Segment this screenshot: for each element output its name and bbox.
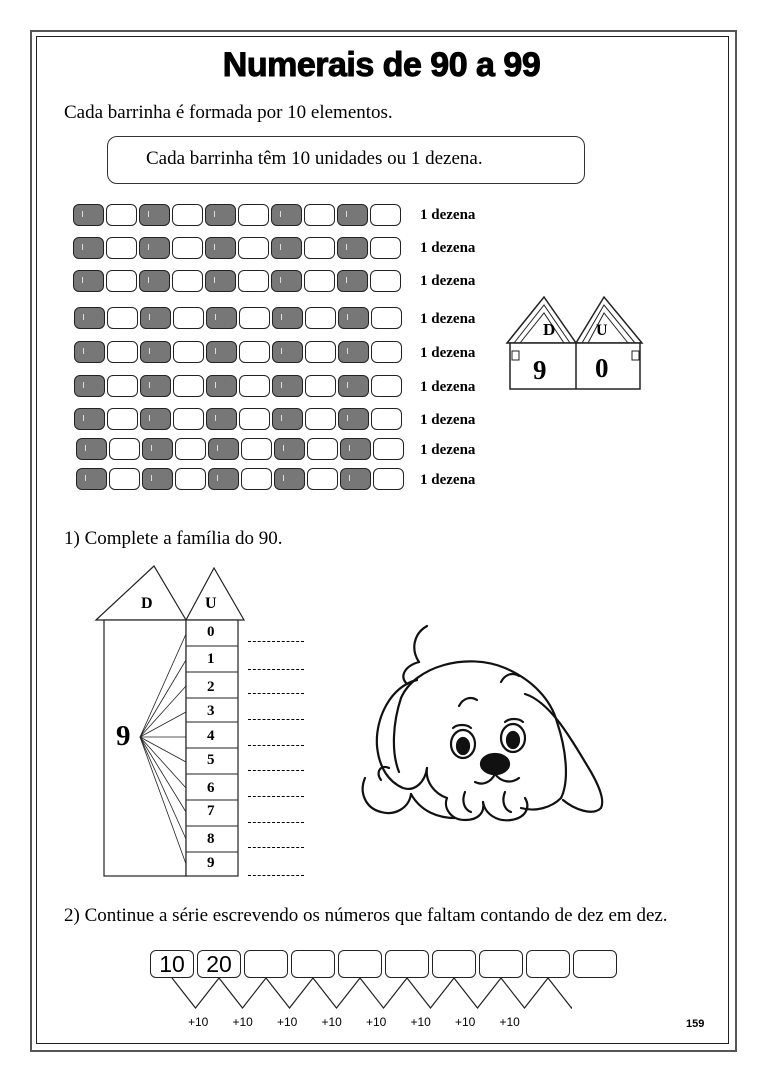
series-connector: [548, 978, 572, 1008]
answer-line[interactable]: [248, 640, 304, 642]
series-box: 20: [197, 950, 241, 978]
bar-unit: [271, 270, 302, 292]
bar-unit: [371, 307, 402, 329]
bar-unit: [73, 237, 104, 259]
answer-line[interactable]: [248, 874, 304, 876]
ten-bar: [74, 408, 404, 432]
bar-unit: [337, 237, 368, 259]
bar-unit: [272, 307, 303, 329]
bar-unit: [340, 468, 371, 490]
bar-unit: [305, 341, 336, 363]
house-u-value: 0: [595, 353, 609, 383]
bar-unit: [305, 375, 336, 397]
bar-unit: [205, 204, 236, 226]
bar-unit: [107, 375, 138, 397]
series-connector: [407, 978, 454, 1008]
bar-unit: [107, 408, 138, 430]
bar-unit: [338, 375, 369, 397]
intro-text: Cada barrinha é formada por 10 elementos.: [64, 102, 393, 123]
series-box[interactable]: [573, 950, 617, 978]
family-unit-digit: 1: [207, 651, 215, 667]
bar-unit: [107, 307, 138, 329]
step-label: +10: [366, 1015, 387, 1029]
ten-bar: [73, 270, 403, 294]
ten-bar: [73, 204, 403, 228]
bar-unit: [205, 270, 236, 292]
dezena-label: 1 dezena: [420, 442, 476, 458]
page-title: Numerais de 90 a 99: [222, 46, 541, 84]
bar-unit: [370, 270, 401, 292]
bar-unit: [373, 468, 404, 490]
bar-unit: [371, 341, 402, 363]
step-label: +10: [410, 1015, 431, 1029]
question-1: 1) Complete a família do 90.: [64, 528, 283, 549]
dezena-label: 1 dezena: [420, 311, 476, 327]
bar-unit: [139, 237, 170, 259]
family-tens-digit: 9: [116, 720, 131, 752]
dezena-label: 1 dezena: [420, 379, 476, 395]
bar-unit: [173, 408, 204, 430]
bar-unit: [76, 468, 107, 490]
bar-unit: [106, 204, 137, 226]
series-connector: [313, 978, 360, 1008]
bar-unit: [140, 307, 171, 329]
bar-unit: [139, 204, 170, 226]
bar-unit: [109, 438, 140, 460]
bar-unit: [272, 408, 303, 430]
series-box[interactable]: [291, 950, 335, 978]
family-unit-digit: 3: [207, 703, 215, 719]
bar-unit: [175, 468, 206, 490]
family-unit-digit: 6: [207, 780, 215, 796]
family-unit-digit: 4: [207, 728, 215, 744]
answer-line[interactable]: [248, 692, 304, 694]
family-d-label: D: [141, 595, 153, 612]
series-box[interactable]: [479, 950, 523, 978]
step-label: +10: [188, 1015, 209, 1029]
bar-unit: [172, 237, 203, 259]
bar-unit: [307, 438, 338, 460]
family-unit-digit: 9: [207, 855, 215, 871]
bar-unit: [239, 341, 270, 363]
series-connectors: [148, 976, 572, 1012]
ten-bar: [74, 341, 404, 365]
answer-line[interactable]: [248, 821, 304, 823]
bar-unit: [73, 270, 104, 292]
bar-unit: [140, 341, 171, 363]
bar-unit: [73, 204, 104, 226]
bar-unit: [74, 408, 105, 430]
bar-unit: [140, 408, 171, 430]
family-unit-digit: 8: [207, 831, 215, 847]
series-connector: [501, 978, 548, 1008]
ten-bar: [76, 468, 406, 492]
bar-unit: [307, 468, 338, 490]
bar-unit: [173, 307, 204, 329]
bar-unit: [74, 307, 105, 329]
family-unit-digit: 7: [207, 803, 215, 819]
bar-unit: [370, 204, 401, 226]
bar-unit: [274, 468, 305, 490]
series-connector: [360, 978, 407, 1008]
family-unit-digit: 5: [207, 752, 215, 768]
bar-unit: [205, 237, 236, 259]
bar-unit: [206, 341, 237, 363]
step-label: +10: [232, 1015, 253, 1029]
question-2: 2) Continue a série escrevendo os números que faltam contando de dez em dez.: [64, 905, 668, 926]
bar-unit: [338, 341, 369, 363]
dezena-label: 1 dezena: [420, 273, 476, 289]
bar-unit: [274, 438, 305, 460]
house-d-label: D: [543, 320, 556, 339]
bar-unit: [208, 468, 239, 490]
house-u-label: U: [596, 322, 608, 339]
series-box[interactable]: [432, 950, 476, 978]
bar-unit: [371, 375, 402, 397]
series-box[interactable]: [526, 950, 570, 978]
bar-unit: [238, 270, 269, 292]
dezena-label: 1 dezena: [420, 412, 476, 428]
bar-unit: [208, 438, 239, 460]
family-u-label: U: [205, 595, 217, 612]
bar-unit: [173, 375, 204, 397]
bar-unit: [337, 270, 368, 292]
bar-unit: [206, 307, 237, 329]
answer-line[interactable]: [248, 795, 304, 797]
series-connector: [219, 978, 266, 1008]
bar-unit: [241, 438, 272, 460]
bar-unit: [305, 408, 336, 430]
house-d-value: 9: [533, 355, 547, 385]
step-label: +10: [321, 1015, 342, 1029]
series-connector: [266, 978, 313, 1008]
ten-bar: [76, 438, 406, 462]
family-unit-digit: 2: [207, 679, 215, 695]
bar-unit: [206, 375, 237, 397]
bar-unit: [175, 438, 206, 460]
bar-unit: [140, 375, 171, 397]
dezena-label: 1 dezena: [420, 345, 476, 361]
answer-line[interactable]: [248, 668, 304, 670]
bar-unit: [142, 468, 173, 490]
bar-unit: [172, 270, 203, 292]
bar-unit: [173, 341, 204, 363]
bar-unit: [139, 270, 170, 292]
bar-unit: [74, 341, 105, 363]
bar-unit: [239, 408, 270, 430]
series-box: 10: [150, 950, 194, 978]
answer-line[interactable]: [248, 744, 304, 746]
bar-unit: [106, 237, 137, 259]
bar-unit: [340, 438, 371, 460]
bar-unit: [241, 468, 272, 490]
note-text: Cada barrinha têm 10 unidades ou 1 dezena.: [146, 148, 483, 169]
answer-line[interactable]: [248, 769, 304, 771]
bar-unit: [304, 204, 335, 226]
bar-unit: [172, 204, 203, 226]
dog-illustration-icon: [355, 622, 617, 832]
bar-unit: [272, 341, 303, 363]
ten-bar: [73, 237, 403, 261]
bar-unit: [272, 375, 303, 397]
house-icon: [504, 293, 646, 395]
family-unit-digit: 0: [207, 624, 215, 640]
series-connector: [454, 978, 501, 1008]
ten-bar: [74, 375, 404, 399]
bar-unit: [238, 204, 269, 226]
bar-unit: [338, 408, 369, 430]
bar-unit: [271, 204, 302, 226]
answer-line[interactable]: [248, 718, 304, 720]
step-label: +10: [499, 1015, 520, 1029]
bar-unit: [74, 375, 105, 397]
dezena-label: 1 dezena: [420, 472, 476, 488]
bar-unit: [107, 341, 138, 363]
answer-line[interactable]: [248, 846, 304, 848]
bar-unit: [238, 237, 269, 259]
page-number: 159: [686, 1018, 705, 1030]
bar-unit: [271, 237, 302, 259]
step-label: +10: [455, 1015, 476, 1029]
bar-unit: [304, 237, 335, 259]
bar-unit: [239, 375, 270, 397]
bar-unit: [106, 270, 137, 292]
series-box[interactable]: [338, 950, 382, 978]
dezena-label: 1 dezena: [420, 240, 476, 256]
bar-unit: [142, 438, 173, 460]
bar-unit: [304, 270, 335, 292]
bar-unit: [76, 438, 107, 460]
bar-unit: [371, 408, 402, 430]
bar-unit: [337, 204, 368, 226]
step-label: +10: [277, 1015, 298, 1029]
series-connector: [172, 978, 219, 1008]
series-box[interactable]: [385, 950, 429, 978]
bar-unit: [338, 307, 369, 329]
bar-unit: [305, 307, 336, 329]
ten-bar: [74, 307, 404, 331]
series-box[interactable]: [244, 950, 288, 978]
bar-unit: [109, 468, 140, 490]
bar-unit: [373, 438, 404, 460]
bar-unit: [370, 237, 401, 259]
bar-unit: [239, 307, 270, 329]
dezena-label: 1 dezena: [420, 207, 476, 223]
bar-unit: [206, 408, 237, 430]
